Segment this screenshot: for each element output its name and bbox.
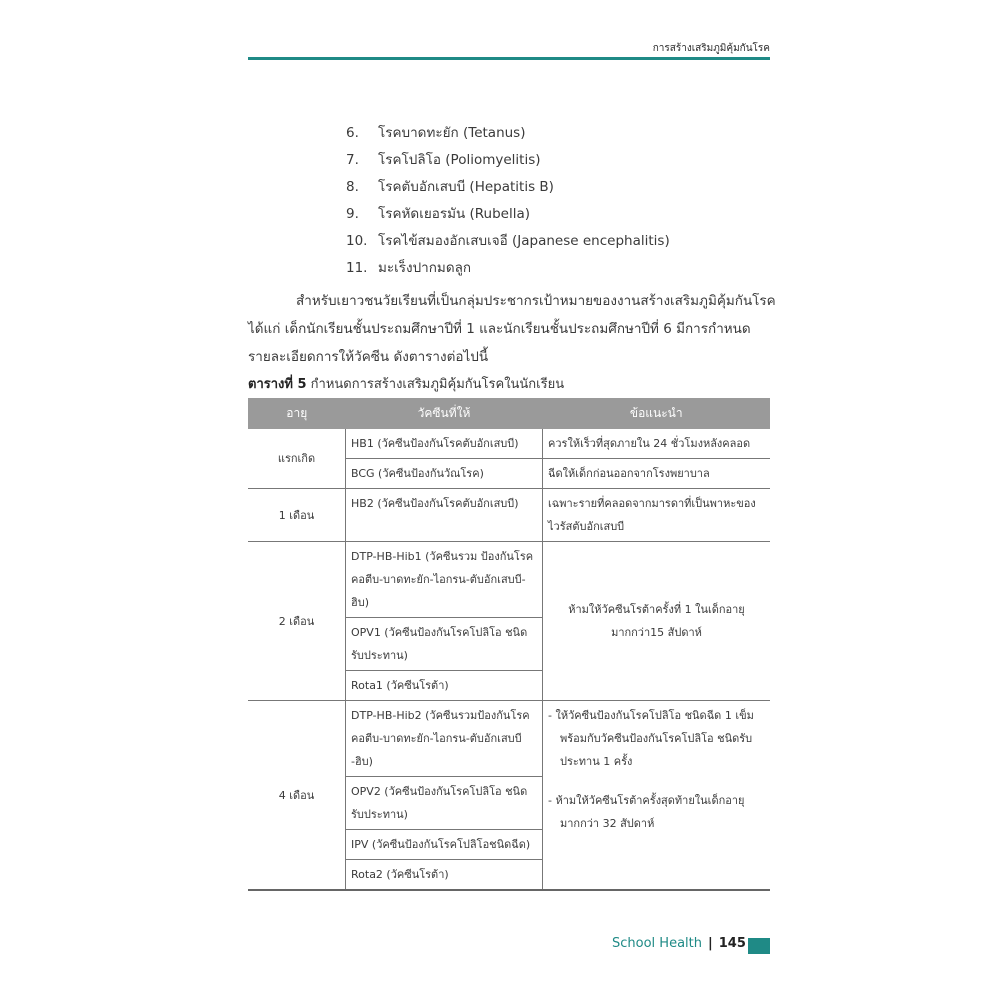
list-text: มะเร็งปากมดลูก	[378, 260, 472, 276]
vaccine-cell: OPV1 (วัคซีนป้องกันโรคโปลิโอ ชนิดรับประทาน)	[346, 618, 543, 671]
table-row	[248, 701, 770, 777]
list-item	[346, 120, 670, 147]
advice-cell: ควรให้เร็วที่สุดภายใน 24 ชั่วโมงหลังคลอด	[543, 429, 771, 459]
table-header-row	[248, 398, 770, 429]
vaccine-cell: OPV2 (วัคซีนป้องกันโรคโปลิโอ ชนิดรับประทาน)	[346, 777, 543, 830]
list-item	[346, 255, 670, 282]
advice-cell: เฉพาะรายที่คลอดจากมารดาที่เป็นพาหะของไวรัสตับอักเสบบี	[543, 489, 771, 542]
paragraph-line: ได้แก่ เด็กนักเรียนชั้นประถมศึกษาปีที่ 1 และนักเรียนชั้นประถมศึกษาปีที่ 6 มีการกำหนด	[248, 321, 751, 337]
running-header: การสร้างเสริมภูมิคุ้มกันโรค	[652, 43, 770, 54]
list-text: โรคโปลิโอ (Poliomyelitis)	[378, 152, 541, 168]
age-cell: แรกเกิด	[248, 429, 346, 489]
age-cell: 2 เดือน	[248, 542, 346, 701]
page-number: 145	[718, 936, 746, 951]
list-text: โรคไข้สมองอักเสบเจอี (Japanese encephalitis)	[378, 233, 670, 249]
vaccine-cell: HB2 (วัคซีนป้องกันโรคตับอักเสบบี)	[346, 489, 543, 542]
list-number: 7.	[346, 152, 359, 168]
paragraph-line: สำหรับเยาวชนวัยเรียนที่เป็นกลุ่มประชากรเป้าหมายของงานสร้างเสริมภูมิคุ้มกันโรค	[296, 293, 776, 309]
table-caption-label: ตารางที่ 5	[248, 377, 307, 392]
age-cell: 1 เดือน	[248, 489, 346, 542]
footer-brand: School Health	[612, 936, 702, 951]
age-cell: 4 เดือน	[248, 701, 346, 891]
header-advice: ข้อแนะนำ	[543, 398, 771, 429]
list-text: โรคตับอักเสบบี (Hepatitis B)	[378, 179, 554, 195]
list-item	[346, 201, 670, 228]
vaccine-cell: DTP-HB-Hib2 (วัคซีนรวมป้องกันโรคคอตีบ-บาดทะยัก-ไอกรน-ตับอักเสบบี -ฮิบ)	[346, 701, 543, 777]
table-row	[248, 542, 770, 618]
header-rule	[248, 57, 770, 60]
header-vaccine: วัคซีนที่ให้	[346, 398, 543, 429]
paragraph-line: รายละเอียดการให้วัคซีน ดังตารางต่อไปนี้	[248, 349, 489, 365]
advice-cell: ห้ามให้วัคซีนโรต้าครั้งที่ 1 ในเด็กอายุมากกว่า15 สัปดาห์	[543, 542, 771, 701]
page-footer	[612, 936, 746, 951]
advice-item: - ห้ามให้วัคซีนโรต้าครั้งสุดท้ายในเด็กอายุมากกว่า 32 สัปดาห์	[548, 794, 745, 830]
body-paragraph	[248, 287, 776, 371]
list-number: 8.	[346, 179, 359, 195]
list-item	[346, 147, 670, 174]
disease-list	[346, 120, 670, 282]
vaccine-schedule-table	[248, 398, 770, 891]
advice-item: - ให้วัคซีนป้องกันโรคโปลิโอ ชนิดฉีด 1 เข็ม พร้อมกับวัคซีนป้องกันโรคโปลิโอ ชนิดรับประทาน 1 ครั้ง	[548, 709, 754, 768]
list-number: 11.	[346, 260, 368, 276]
list-item	[346, 228, 670, 255]
advice-cell: ฉีดให้เด็กก่อนออกจากโรงพยาบาล	[543, 459, 771, 489]
list-item	[346, 174, 670, 201]
list-number: 9.	[346, 206, 359, 222]
vaccine-cell: DTP-HB-Hib1 (วัคซีนรวม ป้องกันโรคคอตีบ-บาดทะยัก-ไอกรน-ตับอักเสบบี-ฮิบ)	[346, 542, 543, 618]
table-caption	[248, 373, 564, 394]
advice-cell	[543, 701, 771, 891]
list-number: 6.	[346, 125, 359, 141]
list-number: 10.	[346, 233, 368, 249]
header-age: อายุ	[248, 398, 346, 429]
vaccine-cell: Rota1 (วัคซีนโรต้า)	[346, 671, 543, 701]
footer-separator: |	[707, 936, 713, 951]
vaccine-cell: BCG (วัคซีนป้องกันวัณโรค)	[346, 459, 543, 489]
vaccine-cell: HB1 (วัคซีนป้องกันโรคตับอักเสบบี)	[346, 429, 543, 459]
vaccine-cell: Rota2 (วัคซีนโรต้า)	[346, 860, 543, 891]
list-text: โรคบาดทะยัก (Tetanus)	[378, 125, 526, 141]
table-row	[248, 429, 770, 459]
vaccine-cell: IPV (วัคซีนป้องกันโรคโปลิโอชนิดฉีด)	[346, 830, 543, 860]
table-row	[248, 489, 770, 542]
footer-accent-block	[748, 938, 770, 954]
table-caption-text: กำหนดการสร้างเสริมภูมิคุ้มกันโรคในนักเรียน	[306, 377, 565, 392]
list-text: โรคหัดเยอรมัน (Rubella)	[378, 206, 531, 222]
